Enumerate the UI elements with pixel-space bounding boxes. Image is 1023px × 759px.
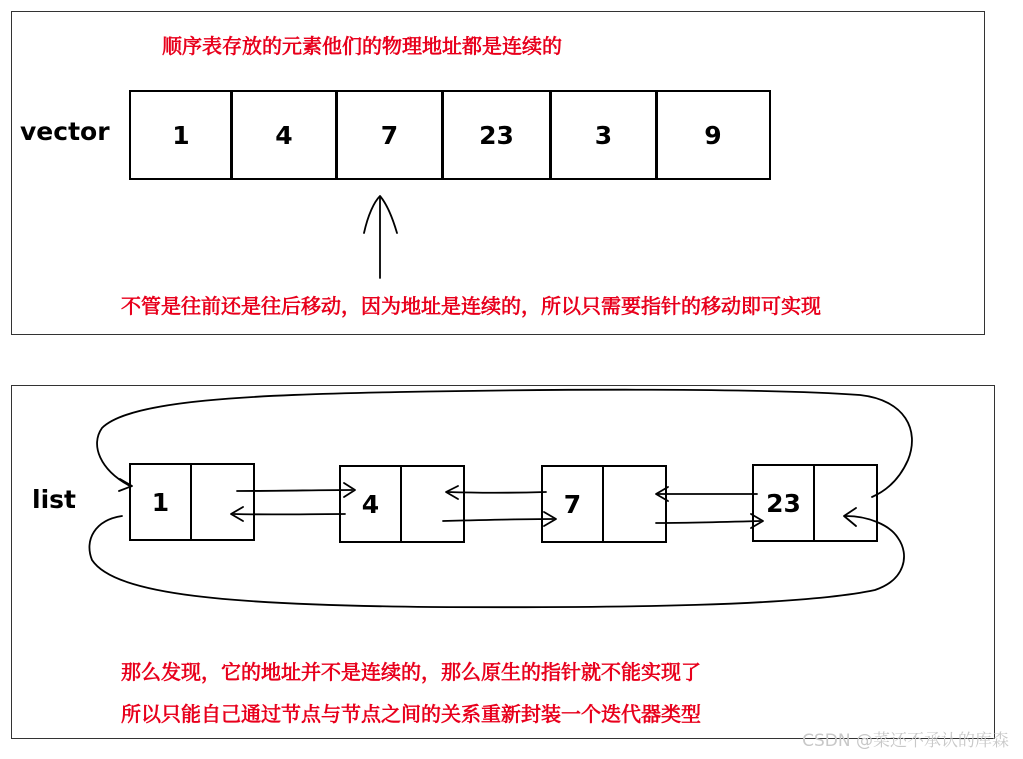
vector-label: vector: [20, 117, 110, 146]
list-node: [541, 465, 667, 543]
vector-cell: 23: [441, 90, 552, 180]
list-note-line2: 所以只能自己通过节点与节点之间的关系重新封装一个迭代器类型: [121, 702, 701, 726]
list-node: [129, 463, 255, 541]
list-node-pointer: [402, 465, 465, 543]
list-node-value: 7: [541, 465, 604, 543]
list-node: [339, 465, 465, 543]
vector-cell: 4: [230, 90, 338, 180]
vector-cell: 9: [655, 90, 771, 180]
vector-cell: 3: [549, 90, 658, 180]
list-node-pointer: [192, 463, 255, 541]
list-node-value: 23: [752, 464, 815, 542]
vector-note: 不管是往前还是往后移动，因为地址是连续的，所以只需要指针的移动即可实现: [121, 294, 821, 318]
vector-cell: 7: [335, 90, 444, 180]
list-node-value: 4: [339, 465, 402, 543]
list-node-pointer: [604, 465, 667, 543]
list-node-value: 1: [129, 463, 192, 541]
list-label: list: [32, 485, 76, 514]
watermark: CSDN @菜还不承认的库森: [802, 731, 1009, 751]
vector-caption: 顺序表存放的元素他们的物理地址都是连续的: [162, 34, 562, 58]
list-node: [752, 464, 878, 542]
list-note-line1: 那么发现，它的地址并不是连续的，那么原生的指针就不能实现了: [121, 660, 701, 684]
list-panel: [11, 385, 995, 739]
list-node-pointer: [815, 464, 878, 542]
vector-cell: 1: [129, 90, 233, 180]
